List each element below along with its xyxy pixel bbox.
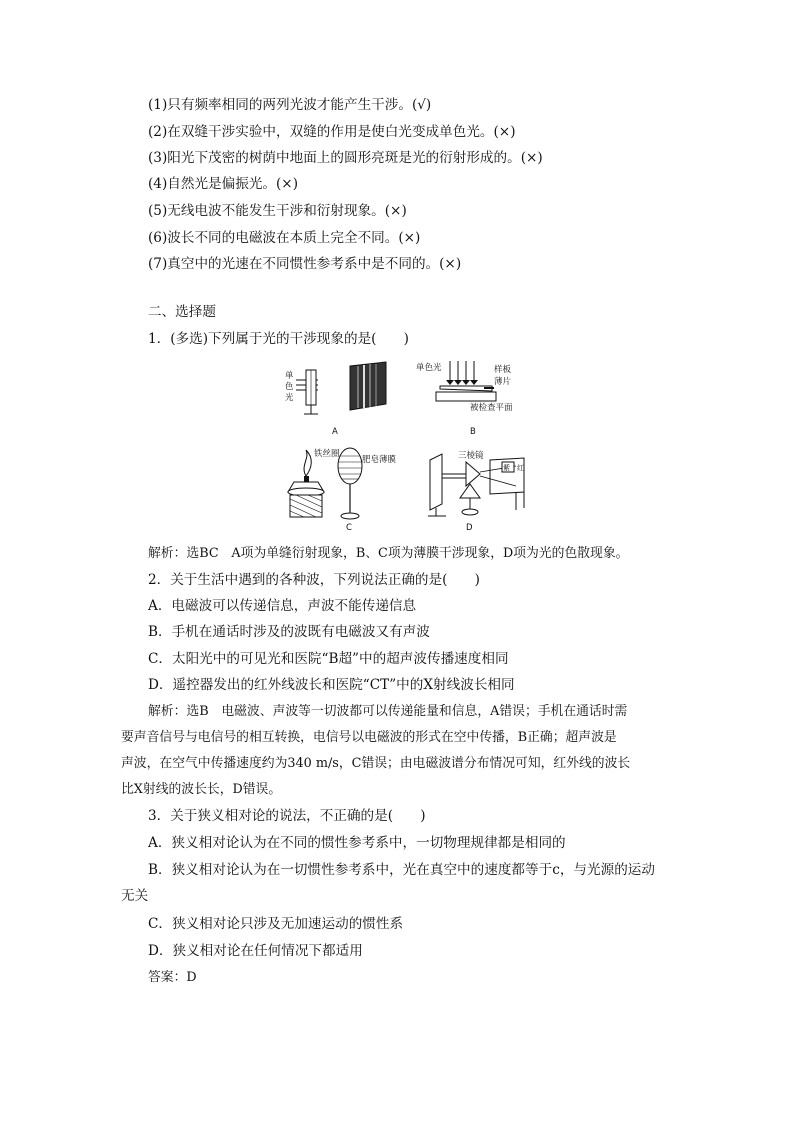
q3-option-b-cont: 无关 [121,888,149,904]
q3-answer: 答案：D [148,970,197,985]
q3-option-b: B．狭义相对论认为在一切惯性参考系中，光在真空中的速度都等于c，与光源的运动 [148,862,655,878]
interference-figure-svg [280,358,530,538]
q2-analysis-line-1: 解析：选B 电磁波、声波等一切波都可以传递能量和信息，A错误；手机在通话时需 [148,704,628,719]
cap-c: C [346,523,352,533]
b-label-light: 单色光 [416,363,442,373]
q2-option-d: D．遥控器发出的红外线波长和医院“CT”中的X射线波长相同 [148,677,515,693]
c-label-film: 肥皂薄膜 [362,455,397,465]
c-label-ring: 铁丝圈 [314,449,340,459]
q3-option-d: D．狭义相对论在任何情况下都适用 [148,943,363,959]
b-label-surface: 被检查平面 [470,403,513,413]
q2-option-b: B．手机在通话时涉及的波既有电磁波又有声波 [148,624,430,640]
panel-d [428,450,524,533]
judgment-1: (1)只有频率相同的两列光波才能产生干涉。(√) [148,97,432,113]
d-label-red: 红 [517,464,524,472]
q1-figure [280,358,530,538]
cap-b: B [470,427,476,437]
b-label-plate: 样板 [494,365,512,375]
q1-analysis: 解析：选BC A项为单缝衍射现象，B、C项为薄膜干涉现象，D项为光的色散现象。 [148,546,629,561]
panel-a [285,362,386,437]
cap-a: A [332,427,338,437]
a-label-2: 色 [285,382,294,392]
judgment-4: (4)自然光是偏振光。(×) [148,176,299,192]
panel-c [288,448,397,533]
cap-d: D [466,523,473,533]
judgment-3: (3)阳光下茂密的树荫中地面上的圆形亮斑是光的衍射形成的。(×) [148,150,543,166]
d-label-prism: 三棱镜 [458,451,484,461]
q2-analysis-line-2: 要声音信号与电信号的相互转换，电信号以电磁波的形式在空中传播，B正确；超声波是 [121,730,617,745]
q1-stem: 1．(多选)下列属于光的干涉现象的是( ) [148,331,409,347]
q2-option-c: C．太阳光中的可见光和医院“B超”中的超声波传播速度相同 [148,651,509,667]
judgment-6: (6)波长不同的电磁波在本质上完全不同。(×) [148,230,421,246]
q2-analysis-line-3: 声波，在空气中传播速度约为340 m/s，C错误；由电磁波谱分布情况可知，红外线的波长 [121,756,631,771]
panel-b [416,361,513,437]
q2-analysis-line-4: 比X射线的波长长，D错误。 [121,782,282,797]
judgment-2: (2)在双缝干涉实验中，双缝的作用是使白光变成单色光。(×) [148,124,516,140]
q3-stem: 3．关于狭义相对论的说法，不正确的是( ) [148,808,426,824]
b-label-film: 薄片 [494,377,512,387]
q2-stem: 2．关于生活中遇到的各种波，下列说法正确的是( ) [148,572,480,588]
a-label-1: 单 [285,371,294,381]
a-label-3: 光 [285,393,294,403]
d-label-purple: 紫 [503,464,510,472]
judgment-5: (5)无线电波不能发生干涉和衍射现象。(×) [148,203,407,219]
q3-option-a: A．狭义相对论认为在不同的惯性参考系中，一切物理规律都是相同的 [148,835,566,851]
q2-option-a: A．电磁波可以传递信息，声波不能传递信息 [148,598,417,614]
section-title: 二、选择题 [148,304,216,320]
judgment-7: (7)真空中的光速在不同惯性参考系中是不同的。(×) [148,256,462,272]
q3-option-c: C．狭义相对论只涉及无加速运动的惯性系 [148,916,404,932]
